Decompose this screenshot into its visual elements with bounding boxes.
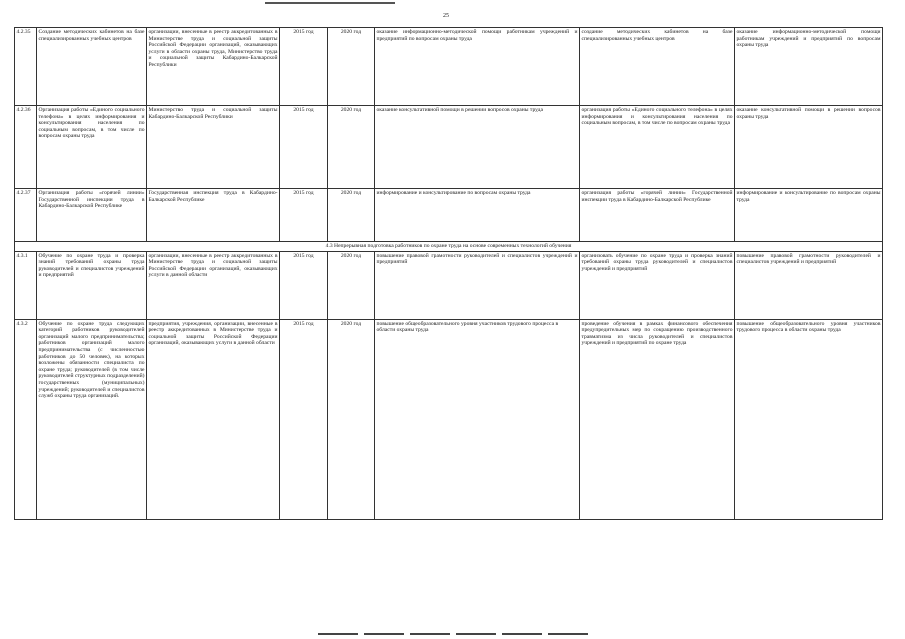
indicator: создание методических кабинетов на базе специализированных учебных центров [580,28,735,106]
top-scan-rule [265,2,395,4]
page-number: 25 [443,13,449,19]
measure-name: Организация работы «Единого социального телефона» в целях информирования и консультирования населения по социальным вопросам, в том числе по вопросам охраны труда [37,106,147,189]
start-year: 2015 год [280,189,328,242]
start-year: 2015 год [280,106,328,189]
executor: Государственная инспекция труда в Кабардино-Балкарской Республике [147,189,280,242]
row-number: 4.2.36 [15,106,37,189]
effect: повышение общеобразовательного уровня участников трудового процесса в области охраны труда [735,319,883,519]
end-year: 2020 год [328,319,375,519]
executor: организации, внесенные в реестр аккредитованных в Министерстве труда и социальной защиты Российской Федерации организаций, оказывающих услуги в данной области [147,251,280,319]
start-year: 2015 год [280,319,328,519]
measure-name: Обучение по охране труда и проверка знаний требований охраны труда руководителей и специалистов учреждений и предприятий [37,251,147,319]
table-row [15,106,883,189]
end-year: 2020 год [328,189,375,242]
table-row [15,251,883,319]
section-header-row [15,242,883,252]
indicator: организация работы «горячей линии» Государственной инспекции труда в Кабардино-Балкарской Республике [580,189,735,242]
expected-result: оказание консультативной помощи в решении вопросов охраны труда [375,106,580,189]
measure-name: Обучение по охране труда следующих категорий работников руководителей организаций малого предпринимательства; работников организаций малого предпринимательства (с численностью работников до 50 человек), на которых возложены обязанности специалиста по охране труда; руководителей (в том числе руководителей структурных подразделений) государственных (муниципальных) учреждений; руководителей и специалистов служб охраны труда организаций. [37,319,147,519]
measure-name: Организация работы «горячей линии» Государственной инспекции труда в Кабардино-Балкарской Республике [37,189,147,242]
executor: предприятия, учреждения, организации, внесенные в реестр аккредитованных в Министерстве труда и социальной защиты Российской Федерации организаций, оказывающих услуги в данной области [147,319,280,519]
end-year: 2020 год [328,106,375,189]
executor: организации, внесенные в реестр аккредитованных в Министерстве труда и социальной защиты Российской Федерации организаций, оказывающих услуги в области охраны труда, Министерство труда и социальной защиты Кабардино-Балкарской Республики [147,28,280,106]
row-number: 4.3.1 [15,251,37,319]
indicator: организовать обучение по охране труда и проверка знаний требований охраны труда руководителей и специалистов учреждений и предприятий [580,251,735,319]
section-title: 4.3 Непрерывная подготовка работников по охране труда на основе современных технологий обучения [15,242,883,252]
table-row [15,189,883,242]
end-year: 2020 год [328,251,375,319]
effect: повышение правовой грамотности руководителей и специалистов учреждений и предприятий [735,251,883,319]
expected-result: повышение правовой грамотности руководителей и специалистов учреждений и предприятий [375,251,580,319]
program-table [14,27,883,520]
expected-result: информирование и консультирование по вопросам охраны труда [375,189,580,242]
row-number: 4.2.35 [15,28,37,106]
expected-result: повышение общеобразовательного уровня участников трудового процесса в области охраны труда [375,319,580,519]
table-row [15,28,883,106]
bottom-scan-rule [318,633,593,635]
effect: оказание консультативной помощи в решении вопросов охраны труда [735,106,883,189]
effect: оказание информационно-методической помощи работникам учреждений и предприятий по вопросам охраны труда [735,28,883,106]
expected-result: оказание информационно-методической помощи работникам учреждений и предприятий по вопросам охраны труда [375,28,580,106]
start-year: 2015 год [280,251,328,319]
measure-name: Создание методических кабинетов на базе специализированных учебных центров [37,28,147,106]
end-year: 2020 год [328,28,375,106]
indicator: организация работы «Единого социального телефона» в целях информирования и консультирования населения по социальным вопросам, в том числе по вопросам охраны труда [580,106,735,189]
row-number: 4.3.2 [15,319,37,519]
effect: информирование и консультирование по вопросам охраны труда [735,189,883,242]
start-year: 2015 год [280,28,328,106]
table-row [15,319,883,519]
indicator: проведение обучения в рамках финансового обеспечения предупредительных мер по сокращению производственного травматизма из числа руководителей и специалистов учреждений и предприятий по охране труда [580,319,735,519]
executor: Министерство труда и социальной защиты Кабардино-Балкарской Республики [147,106,280,189]
row-number: 4.2.37 [15,189,37,242]
